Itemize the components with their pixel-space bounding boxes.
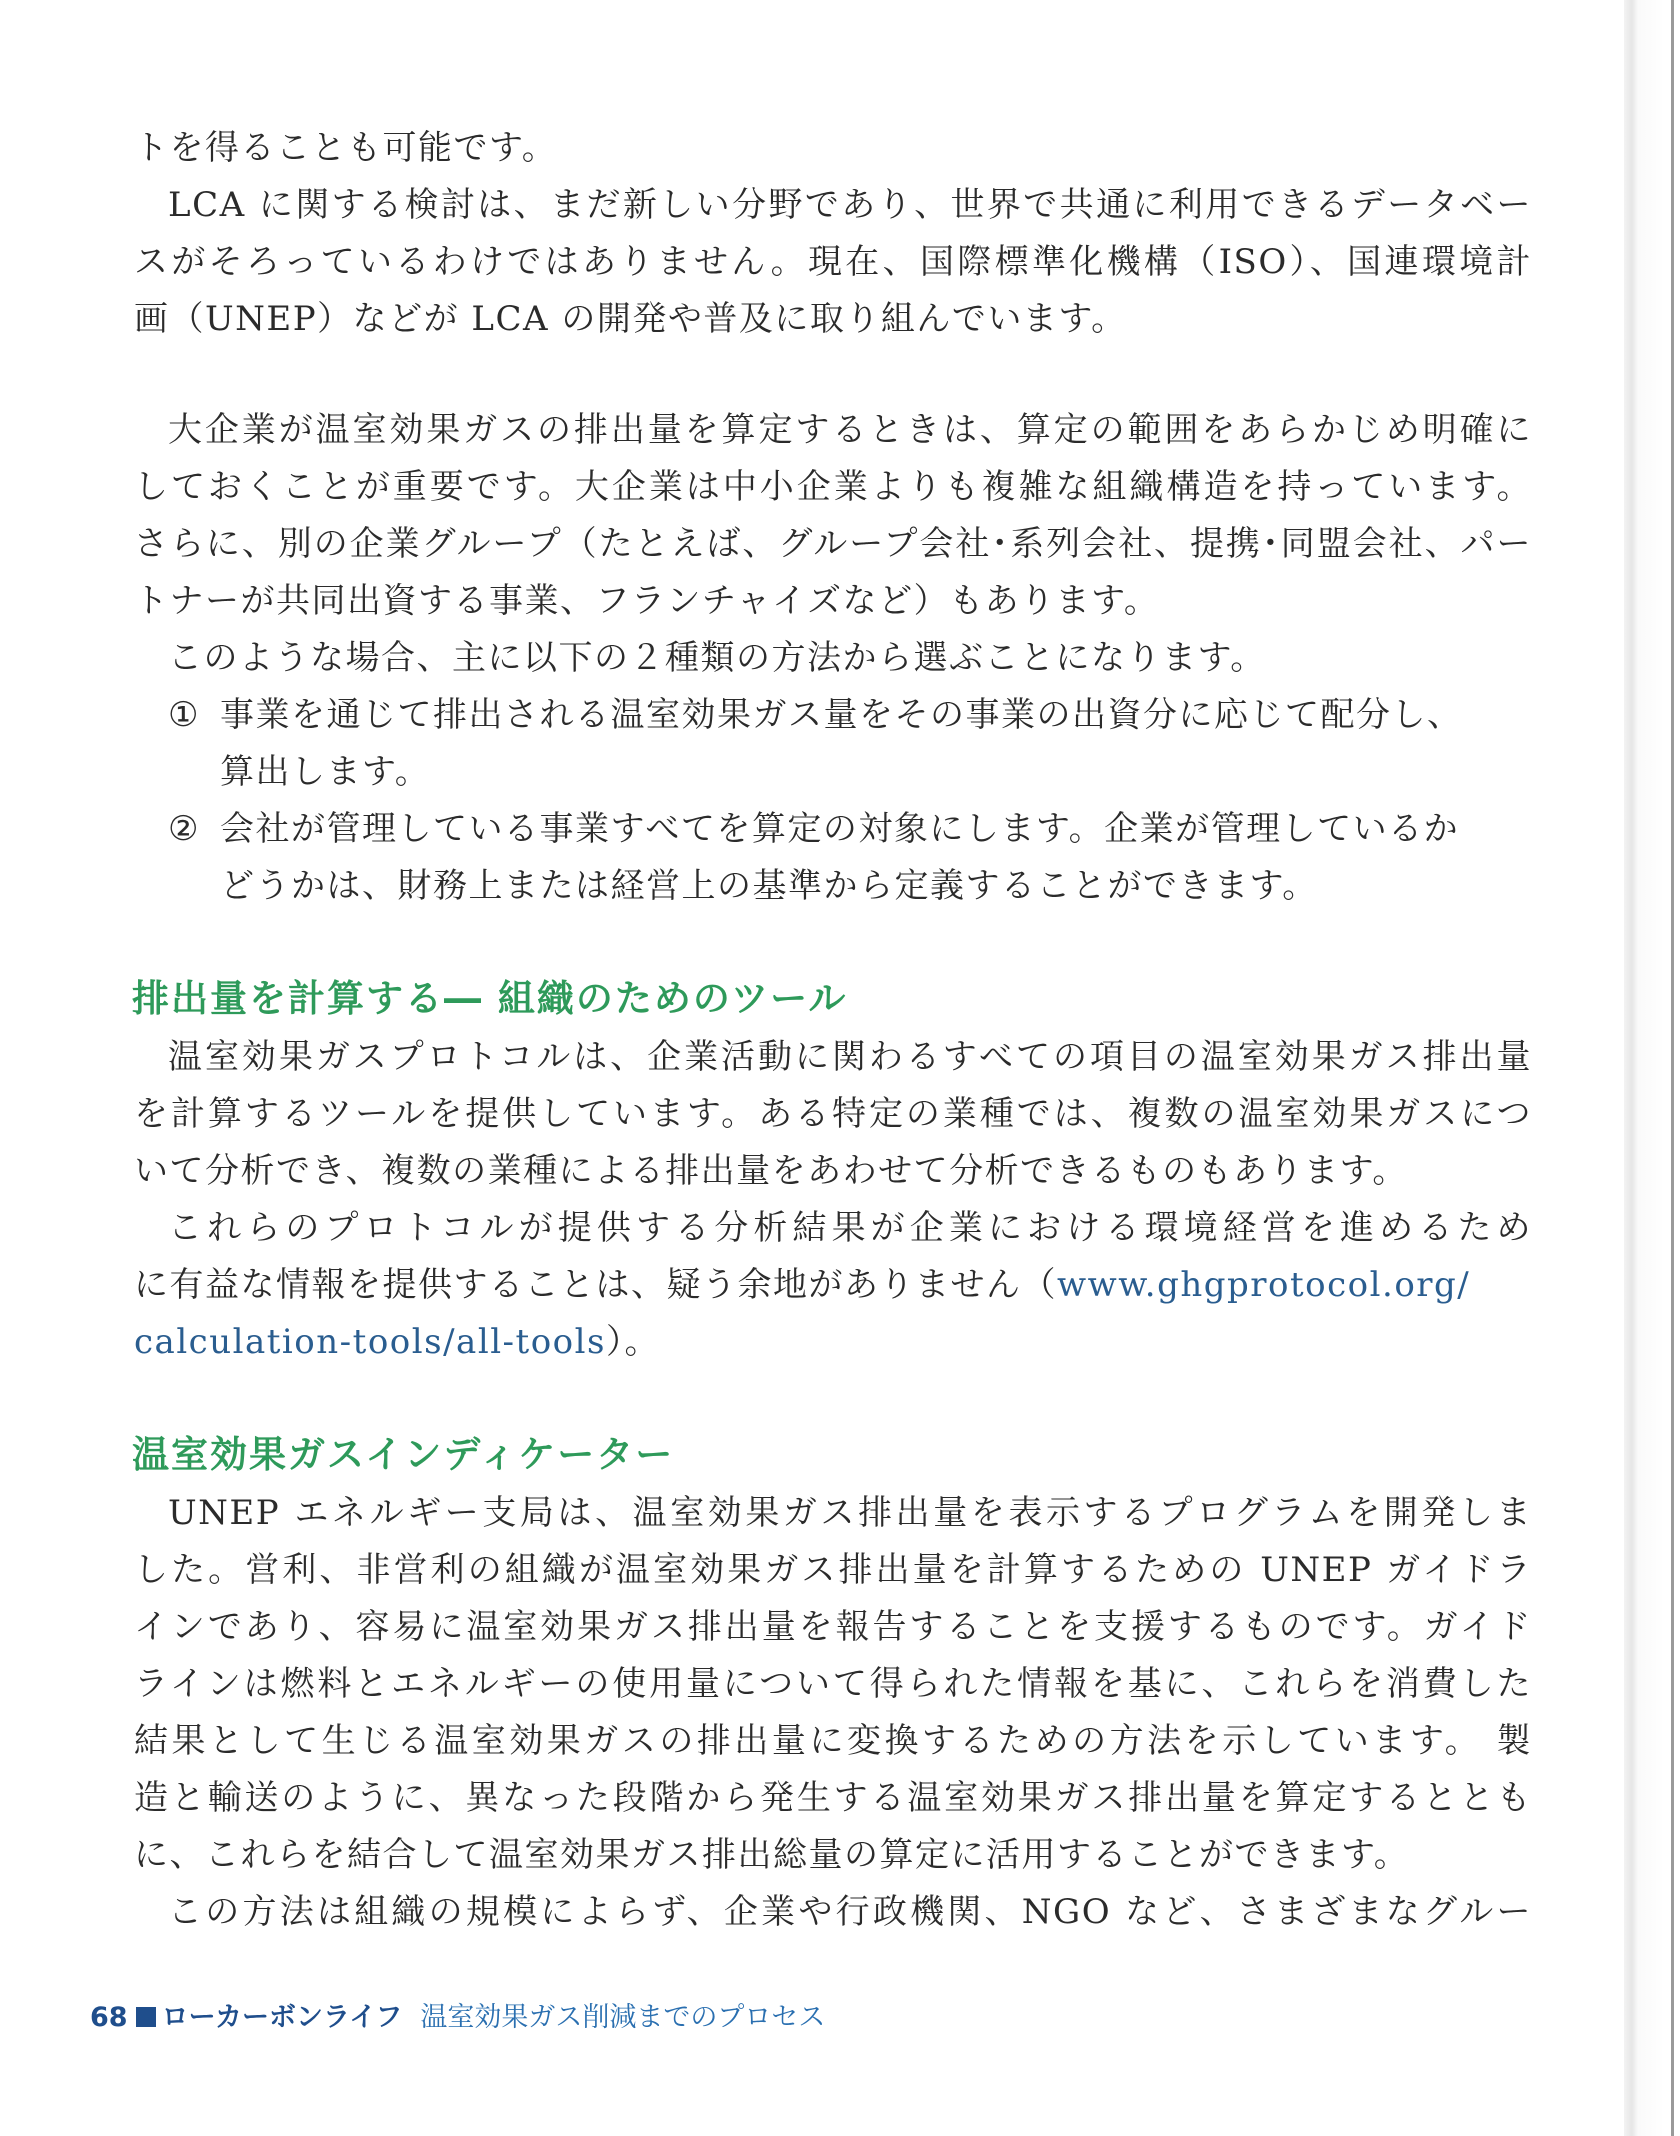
paragraph-line: 画（UNEP）などが LCA の開発や普及に取り組んでいます。	[134, 299, 1127, 339]
paragraph-line: これらのプロトコルが提供する分析結果が企業における環境経営を進めるため	[168, 1208, 1532, 1248]
list-number: ②	[168, 809, 200, 849]
list-item-text: 算出します。	[220, 752, 431, 792]
ghg-protocol-link[interactable]: www.ghgprotocol.org/	[1057, 1265, 1471, 1305]
ghg-protocol-link-continued[interactable]: calculation-tools/all-tools	[134, 1322, 606, 1362]
paragraph-text: に有益な情報を提供することは、疑う余地がありません（	[134, 1265, 1057, 1305]
paragraph-line: UNEP エネルギー支局は、温室効果ガス排出量を表示するプログラムを開発しま	[168, 1493, 1532, 1533]
square-bullet-icon	[136, 2007, 156, 2027]
paragraph-line: LCA に関する検討は、まだ新しい分野であり、世界で共通に利用できるデータベー	[168, 185, 1532, 225]
paragraph-organization-scope	[134, 402, 1532, 630]
paragraph-line: このような場合、主に以下の２種類の方法から選ぶことになります。	[168, 638, 1266, 678]
page-edge-line	[1671, 0, 1674, 2136]
paragraph-unep-indicator	[134, 1485, 1532, 1884]
paragraph-line: この方法は組織の規模によらず、企業や行政機関、NGO など、さまざまなグルー	[168, 1892, 1532, 1932]
list-item-text: 会社が管理している事業すべてを算定の対象にします。企業が管理しているか	[220, 809, 1460, 849]
section-heading-ghg-indicator: 温室効果ガスインディケーター	[132, 1433, 675, 1476]
book-title: ローカーボンライフ	[161, 2002, 403, 2033]
section-heading-calculation-tools: 排出量を計算する― 組織のためのツール	[132, 977, 848, 1020]
paragraph-line: しておくことが重要です。大企業は中小企業よりも複雑な組織構造を持っています。	[134, 467, 1532, 507]
section-title: 温室効果ガス削減までのプロセス	[420, 2002, 826, 2033]
paragraph-line: インであり、容易に温室効果ガス排出量を報告することを支援するものです。ガイド	[134, 1607, 1532, 1647]
paragraph-protocol-results	[134, 1200, 1532, 1371]
page-footer	[90, 1998, 825, 2038]
paragraph-ghg-protocol	[134, 1029, 1532, 1200]
paragraph-line: トナーが共同出資する事業、フランチャイズなど）もあります。	[134, 581, 1160, 621]
paragraph-line: スがそろっているわけではありません。現在、国際標準化機構（ISO）、国連環境計	[134, 242, 1532, 282]
paragraph-line: 大企業が温室効果ガスの排出量を算定するときは、算定の範囲をあらかじめ明確に	[168, 410, 1532, 450]
paragraph-line	[134, 1314, 1532, 1371]
paragraph-line: に、これらを結合して温室効果ガス排出総量の算定に活用することができます。	[134, 1835, 1410, 1875]
paragraph-text: ）。	[605, 1322, 660, 1362]
paragraph-line: トを得ることも可能です。	[134, 128, 558, 168]
page-body	[134, 120, 1532, 1941]
paragraph-line: さらに、別の企業グループ（たとえば、グループ会社･系列会社、提携･同盟会社、パー	[134, 524, 1532, 564]
paragraph-line: ラインは燃料とエネルギーの使用量について得られた情報を基に、これらを消費した	[134, 1664, 1532, 1704]
list-number: ①	[168, 695, 200, 735]
page-number: 68	[90, 2002, 128, 2033]
list-item-text: どうかは、財務上または経営上の基準から定義することができます。	[220, 866, 1318, 906]
paragraph-line: した。営利、非営利の組織が温室効果ガス排出量を計算するための UNEP ガイドラ	[134, 1550, 1532, 1590]
list-item-control	[134, 801, 1532, 915]
paragraph-line: を計算するツールを提供しています。ある特定の業種では、複数の温室効果ガスにつ	[134, 1094, 1532, 1134]
list-item-text: 事業を通じて排出される温室効果ガス量をその事業の出資分に応じて配分し、	[220, 695, 1463, 735]
paragraph-line: いて分析でき、複数の業種による排出量をあわせて分析できるものもあります。	[134, 1151, 1408, 1191]
paragraph-line: 温室効果ガスプロトコルは、企業活動に関わるすべての項目の温室効果ガス排出量	[168, 1037, 1532, 1077]
paragraph-line: 結果として生じる温室効果ガスの排出量に変換するための方法を示しています。 製	[134, 1721, 1532, 1761]
paragraph-lca	[134, 177, 1532, 348]
paragraph-line	[134, 1257, 1532, 1314]
list-item-equity-share	[134, 687, 1532, 801]
paragraph-line: 造と輸送のように、異なった段階から発生する温室効果ガス排出量を算定するととも	[134, 1778, 1532, 1818]
